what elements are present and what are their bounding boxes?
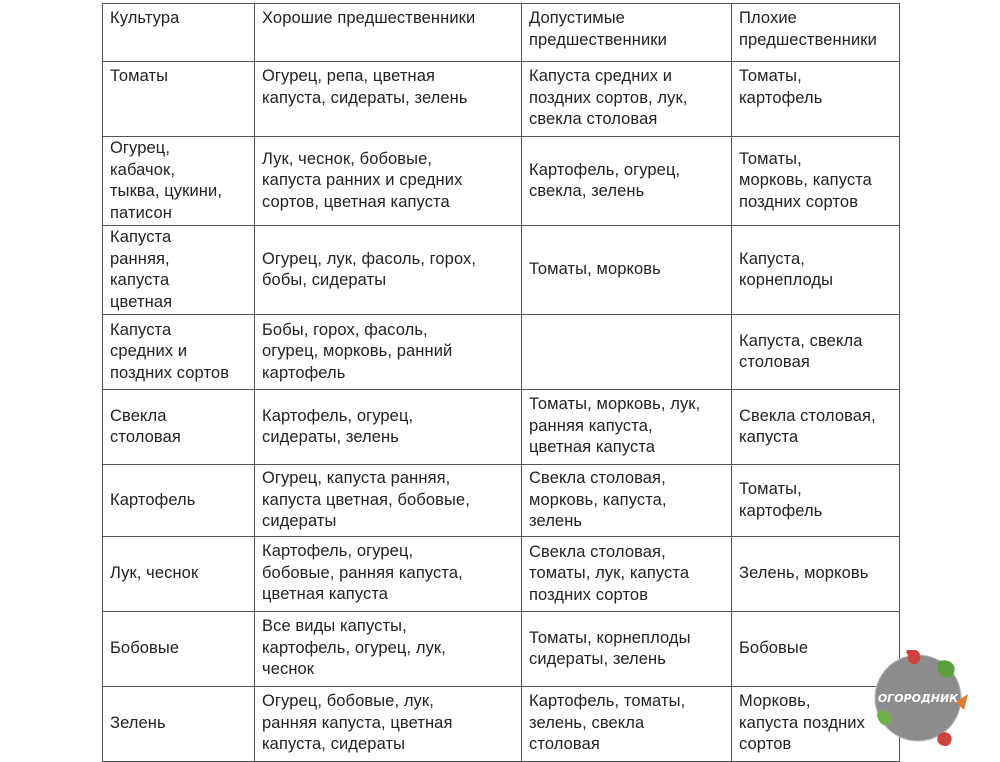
acceptable-predecessors-cell: Томаты, морковь, лук, ранняя капуста, цветная капуста: [522, 390, 732, 465]
table-row: [103, 62, 900, 137]
acceptable-predecessors-cell: Томаты, морковь: [522, 226, 732, 315]
crop-cell: Капуста ранняя, капуста цветная: [103, 226, 255, 315]
header-row: [103, 4, 900, 62]
table-row: [103, 137, 900, 226]
table-row: [103, 687, 900, 762]
crop-cell: Капуста средних и поздних сортов: [103, 315, 255, 390]
watermark-logo: [868, 650, 972, 750]
watermark-text: ОГОРОДНИК: [877, 692, 959, 705]
bad-predecessors-cell: Томаты, картофель: [732, 465, 900, 537]
crop-cell: Картофель: [103, 465, 255, 537]
good-predecessors-cell: Огурец, лук, фасоль, горох, бобы, сидераты: [255, 226, 522, 315]
acceptable-predecessors-cell: [522, 315, 732, 390]
header-cell: Допустимые предшественники: [522, 4, 732, 62]
header-cell: Плохие предшественники: [732, 4, 900, 62]
good-predecessors-cell: Картофель, огурец, сидераты, зелень: [255, 390, 522, 465]
bad-predecessors-cell: Морковь, капуста поздних сортов: [732, 687, 900, 762]
crop-rotation-table: [102, 3, 900, 762]
table-row: [103, 315, 900, 390]
bad-predecessors-cell: Томаты, морковь, капуста поздних сортов: [732, 137, 900, 226]
crop-cell: Зелень: [103, 687, 255, 762]
crop-cell: Томаты: [103, 62, 255, 137]
crop-rotation-table-wrap: [102, 3, 899, 753]
good-predecessors-cell: Бобы, горох, фасоль, огурец, морковь, ранний картофель: [255, 315, 522, 390]
good-predecessors-cell: Огурец, репа, цветная капуста, сидераты, зелень: [255, 62, 522, 137]
bad-predecessors-cell: Бобовые: [732, 612, 900, 687]
header-cell: Культура: [103, 4, 255, 62]
acceptable-predecessors-cell: Свекла столовая, морковь, капуста, зелень: [522, 465, 732, 537]
bad-predecessors-cell: Капуста, свекла столовая: [732, 315, 900, 390]
good-predecessors-cell: Огурец, бобовые, лук, ранняя капуста, цветная капуста, сидераты: [255, 687, 522, 762]
table-row: [103, 537, 900, 612]
good-predecessors-cell: Картофель, огурец, бобовые, ранняя капуста, цветная капуста: [255, 537, 522, 612]
good-predecessors-cell: Лук, чеснок, бобовые, капуста ранних и средних сортов, цветная капуста: [255, 137, 522, 226]
bad-predecessors-cell: Зелень, морковь: [732, 537, 900, 612]
acceptable-predecessors-cell: Картофель, томаты, зелень, свекла столовая: [522, 687, 732, 762]
header-cell: Хорошие предшественники: [255, 4, 522, 62]
table-row: [103, 612, 900, 687]
crop-cell: Бобовые: [103, 612, 255, 687]
acceptable-predecessors-cell: Картофель, огурец, свекла, зелень: [522, 137, 732, 226]
acceptable-predecessors-cell: Капуста средних и поздних сортов, лук, свекла столовая: [522, 62, 732, 137]
bad-predecessors-cell: Свекла столовая, капуста: [732, 390, 900, 465]
crop-cell: Огурец, кабачок, тыква, цукини, патисон: [103, 137, 255, 226]
good-predecessors-cell: Огурец, капуста ранняя, капуста цветная, бобовые, сидераты: [255, 465, 522, 537]
bad-predecessors-cell: Капуста, корнеплоды: [732, 226, 900, 315]
crop-cell: Свекла столовая: [103, 390, 255, 465]
bad-predecessors-cell: Томаты, картофель: [732, 62, 900, 137]
crop-cell: Лук, чеснок: [103, 537, 255, 612]
table-row: [103, 390, 900, 465]
acceptable-predecessors-cell: Свекла столовая, томаты, лук, капуста поздних сортов: [522, 537, 732, 612]
table-row: [103, 465, 900, 537]
good-predecessors-cell: Все виды капусты, картофель, огурец, лук, чеснок: [255, 612, 522, 687]
table-row: [103, 226, 900, 315]
acceptable-predecessors-cell: Томаты, корнеплоды сидераты, зелень: [522, 612, 732, 687]
